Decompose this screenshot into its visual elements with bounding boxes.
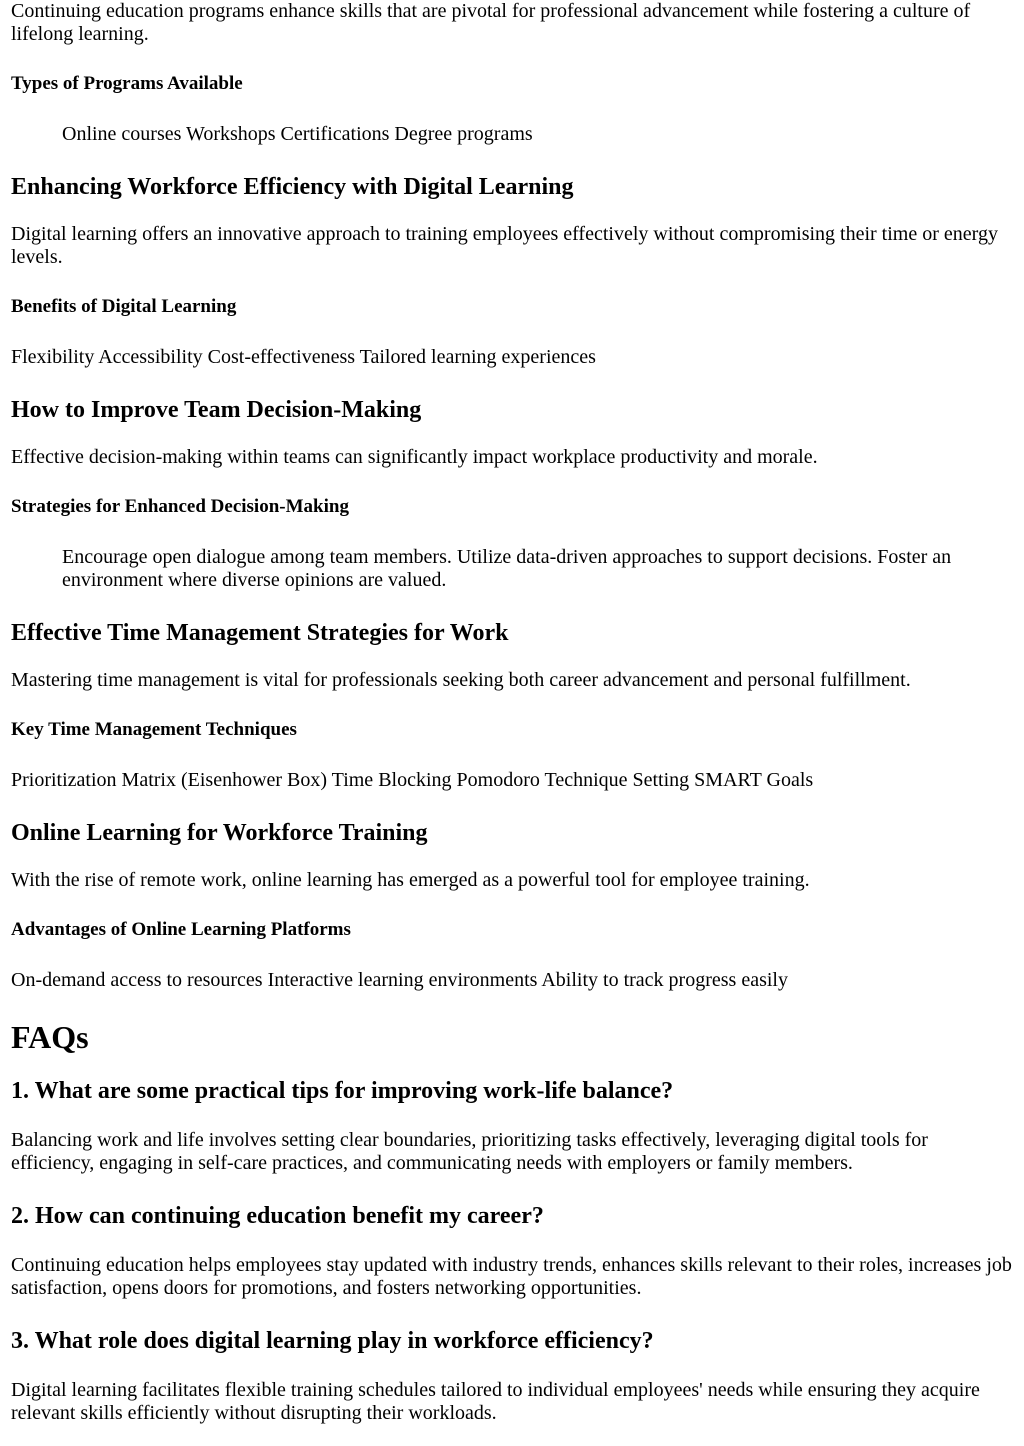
time-management-techniques: Prioritization Matrix (Eisenhower Box) Time Blocking Pomodoro Technique Setting SMART Goals	[11, 769, 814, 791]
digital-learning-subheading: Benefits of Digital Learning	[11, 296, 237, 317]
intro-paragraph: Continuing education programs enhance skills that are pivotal for professional advancement while fostering a culture of lifelong learning.	[11, 0, 971, 45]
online-learning-advantages: On-demand access to resources Interactive learning environments Ability to track progress easily	[11, 969, 788, 991]
faq-question-1: 1. What are some practical tips for improving work-life balance?	[11, 1078, 674, 1104]
online-learning-paragraph: With the rise of remote work, online learning has emerged as a powerful tool for employee training.	[11, 869, 810, 891]
faqs-heading: FAQs	[11, 1019, 89, 1055]
time-management-subheading: Key Time Management Techniques	[11, 719, 297, 740]
faq-answer-2: Continuing education helps employees stay updated with industry trends, enhances skills relevant to their roles, increases job satisfaction, opens doors for promotions, and fosters networking opportunities.	[11, 1254, 1012, 1299]
decision-making-paragraph: Effective decision-making within teams can significantly impact workplace productivity and morale.	[11, 446, 818, 468]
decision-making-subheading: Strategies for Enhanced Decision-Making	[11, 496, 349, 517]
digital-learning-benefits: Flexibility Accessibility Cost-effectiveness Tailored learning experiences	[11, 346, 596, 368]
programs-list: Online courses Workshops Certifications Degree programs	[62, 123, 533, 145]
time-management-paragraph: Mastering time management is vital for professionals seeking both career advancement and personal fulfillment.	[11, 669, 911, 691]
programs-subheading: Types of Programs Available	[11, 73, 243, 94]
online-learning-heading: Online Learning for Workforce Training	[11, 820, 428, 846]
decision-making-strategies: Encourage open dialogue among team members. Utilize data-driven approaches to support decisions. Foster an environment where diverse opinions are valued.	[62, 546, 952, 591]
faq-answer-3: Digital learning facilitates flexible training schedules tailored to individual employees' needs while ensuring they acquire relevant skills efficiently without disrupting their workloads.	[11, 1379, 980, 1424]
time-management-heading: Effective Time Management Strategies for Work	[11, 620, 509, 646]
faq-answer-1: Balancing work and life involves setting clear boundaries, prioritizing tasks effectively, leveraging digital tools for efficiency, engaging in self-care practices, and communicating needs with employers or family members.	[11, 1129, 928, 1174]
decision-making-heading: How to Improve Team Decision-Making	[11, 397, 422, 423]
online-learning-subheading: Advantages of Online Learning Platforms	[11, 919, 351, 940]
faq-question-2: 2. How can continuing education benefit my career?	[11, 1203, 544, 1229]
digital-learning-paragraph: Digital learning offers an innovative approach to training employees effectively without compromising their time or energy levels.	[11, 223, 998, 268]
digital-learning-heading: Enhancing Workforce Efficiency with Digital Learning	[11, 174, 574, 200]
faq-question-3: 3. What role does digital learning play in workforce efficiency?	[11, 1328, 654, 1354]
